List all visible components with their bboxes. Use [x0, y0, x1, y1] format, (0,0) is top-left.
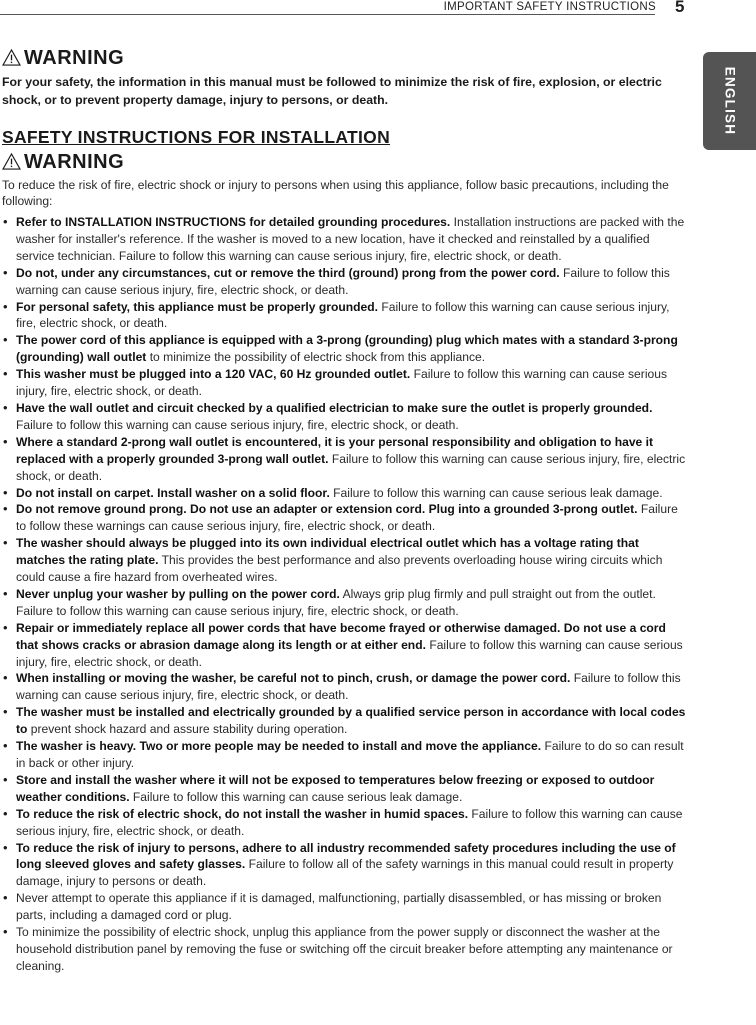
- top-warning-label: WARNING: [24, 47, 125, 69]
- safety-list-item: [2, 620, 688, 671]
- safety-item-lead: Do not install on carpet. Install washer on a solid floor.: [16, 485, 330, 500]
- safety-item-text: Failure to follow this warning can cause serious injury, fire, electric shock, or death.: [16, 637, 683, 669]
- safety-item-text: Always grip plug firmly and pull straight out from the outlet. Failure to follow this warning can cause serious injury, fire, electric shock, or death.: [16, 586, 656, 618]
- safety-item-lead: Refer to INSTALLATION INSTRUCTIONS for detailed grounding procedures.: [16, 215, 451, 229]
- page-content: [2, 46, 688, 975]
- safety-item-text: Failure to follow this warning can cause serious injury, fire, electric shock, or death.: [16, 671, 681, 703]
- warning-triangle-icon: [2, 49, 21, 66]
- safety-item-lead: Never unplug your washer by pulling on the power cord.: [16, 586, 340, 601]
- safety-item-text: to minimize the possibility of electric shock from this appliance.: [146, 350, 486, 365]
- safety-list-item: [2, 400, 688, 434]
- safety-item-text: Failure to follow this warning can cause serious leak damage.: [329, 485, 663, 500]
- safety-list-item: [2, 586, 688, 620]
- safety-item-text: Failure to follow this warning can cause serious leak damage.: [129, 789, 463, 804]
- safety-item-lead: Do not remove ground prong. Do not use an adapter or extension cord. Plug into a grounded 3-prong outlet.: [16, 502, 638, 517]
- safety-list-item: [2, 214, 688, 265]
- safety-list-item: [2, 501, 688, 535]
- safety-item-lead: The washer must be installed and electrically grounded by a qualified service person in accordance with local codes to: [16, 705, 686, 737]
- safety-item-text: Never attempt to operate this appliance if it is damaged, malfunctioning, partially disassembled, or has missing or broken parts, including a damaged cord or plug.: [16, 891, 662, 923]
- safety-item-text: Failure to follow this warning can cause serious injury, fire, electric shock, or death.: [16, 367, 667, 399]
- safety-item-text: Failure to follow this warning can cause serious injury, fire, electric shock, or death.: [16, 265, 670, 297]
- safety-item-text: Failure to do so can result in back or other injury.: [16, 739, 684, 770]
- safety-item-lead: The power cord of this appliance is equipped with a 3-prong (grounding) plug which mates with a standard 3-prong (grounding) wall outlet: [16, 333, 678, 365]
- safety-item-text: This provides the best performance and also prevents overloading house wiring circuits which could cause a fire hazard from overheated wires.: [16, 553, 663, 585]
- header-rule: [0, 14, 655, 15]
- warning-triangle-icon: [2, 153, 21, 170]
- safety-item-lead: This washer must be plugged into a 120 VAC, 60 Hz grounded outlet.: [16, 367, 411, 382]
- header-title: IMPORTANT SAFETY INSTRUCTIONS: [410, 0, 656, 14]
- safety-list-item: [2, 265, 688, 299]
- safety-item-lead: For personal safety, this appliance must be properly grounded.: [16, 299, 378, 314]
- top-warning-text: For your safety, the information in this manual must be followed to minimize the risk of fire, explosion, or electric shock, or to prevent property damage, injury to persons, or death.: [2, 75, 662, 107]
- installation-intro: To reduce the risk of fire, electric shock or injury to persons when using this appliance, follow basic precautions, including the following:: [2, 178, 669, 208]
- safety-list-item: [2, 890, 688, 924]
- safety-item-text: To minimize the possibility of electric shock, unplug this appliance from the power supply or disconnect the washer at the household distribution panel by removing the fuse or switching off the circuit breaker before attempting any maintenance or cleaning.: [16, 925, 673, 973]
- safety-list-item: [2, 299, 688, 333]
- safety-item-text: Failure to follow this warning can cause serious injury, fire, electric shock, or death.: [16, 806, 683, 838]
- safety-item-lead: Where a standard 2-prong wall outlet is encountered, it is your personal responsibility and obligation to have it replaced with a properly grounded 3-prong wall outlet.: [16, 434, 654, 466]
- safety-list-item: [2, 485, 688, 502]
- installation-warning-label: WARNING: [24, 151, 125, 173]
- installation-warning-heading: [2, 150, 688, 174]
- safety-list-item: [2, 806, 688, 840]
- safety-list-item: [2, 332, 688, 366]
- safety-item-lead: To reduce the risk of electric shock, do not install the washer in humid spaces.: [16, 806, 469, 821]
- safety-list-item: [2, 670, 688, 704]
- section-title: SAFETY INSTRUCTIONS FOR INSTALLATION: [2, 127, 391, 147]
- page-number: 5: [675, 0, 685, 16]
- safety-list-item: [2, 738, 688, 772]
- safety-item-text: Failure to follow this warning can cause serious injury, fire, electric shock, or death.: [16, 417, 459, 432]
- safety-item-text: prevent shock hazard and assure stability during operation.: [27, 722, 348, 737]
- safety-list-item: [2, 366, 688, 400]
- safety-item-lead: Store and install the washer where it will not be exposed to temperatures below freezing or exposed to outdoor weather conditions.: [16, 772, 655, 804]
- safety-item-lead: When installing or moving the washer, be careful not to pinch, crush, or damage the power cord.: [16, 671, 571, 686]
- safety-item-text: Failure to follow this warning can cause serious injury, fire, electric shock, or death.: [16, 299, 670, 331]
- safety-list-item: [2, 535, 688, 586]
- language-tab: [703, 52, 756, 150]
- safety-list-item: [2, 924, 688, 975]
- language-tab-label: ENGLISH: [722, 66, 737, 136]
- safety-item-lead: To reduce the risk of injury to persons, adhere to all industry recommended safety procedures including the use of long sleeved gloves and safety glasses.: [16, 840, 676, 872]
- safety-list-item: [2, 704, 688, 738]
- safety-item-lead: The washer is heavy. Two or more people may be needed to install and move the appliance.: [16, 739, 542, 754]
- safety-list-item: [2, 840, 688, 891]
- safety-item-text: Failure to follow these warnings can cause serious injury, fire, electric shock, or death.: [16, 502, 678, 534]
- safety-list-item: [2, 434, 688, 485]
- safety-item-text: Failure to follow all of the safety warnings in this manual could result in property damage, injury to persons or death.: [16, 857, 674, 889]
- page-header: [0, 0, 756, 20]
- safety-item-lead: Have the wall outlet and circuit checked by a qualified electrician to make sure the outlet is properly grounded.: [16, 400, 653, 415]
- top-warning-heading: [2, 46, 688, 70]
- safety-item-lead: Repair or immediately replace all power cords that have become frayed or otherwise damaged. Do not use a cord that shows cracks or abrasion damage along its length or at either end.: [16, 620, 666, 652]
- safety-item-text: Installation instructions are packed with the washer for installer's reference. If the washer is moved to a new location, have it checked and reinstalled by a qualified service technician. Failure to follow this warning can cause serious injury, fire, electric shock, or death.: [16, 215, 685, 263]
- safety-item-lead: The washer should always be plugged into its own individual electrical outlet which has a voltage rating that matches the rating plate.: [16, 536, 639, 568]
- safety-list: [2, 214, 688, 975]
- safety-list-item: [2, 772, 688, 806]
- safety-item-lead: Do not, under any circumstances, cut or remove the third (ground) prong from the power cord.: [16, 265, 560, 280]
- safety-item-text: Failure to follow this warning can cause serious injury, fire, electric shock, or death.: [16, 451, 686, 483]
